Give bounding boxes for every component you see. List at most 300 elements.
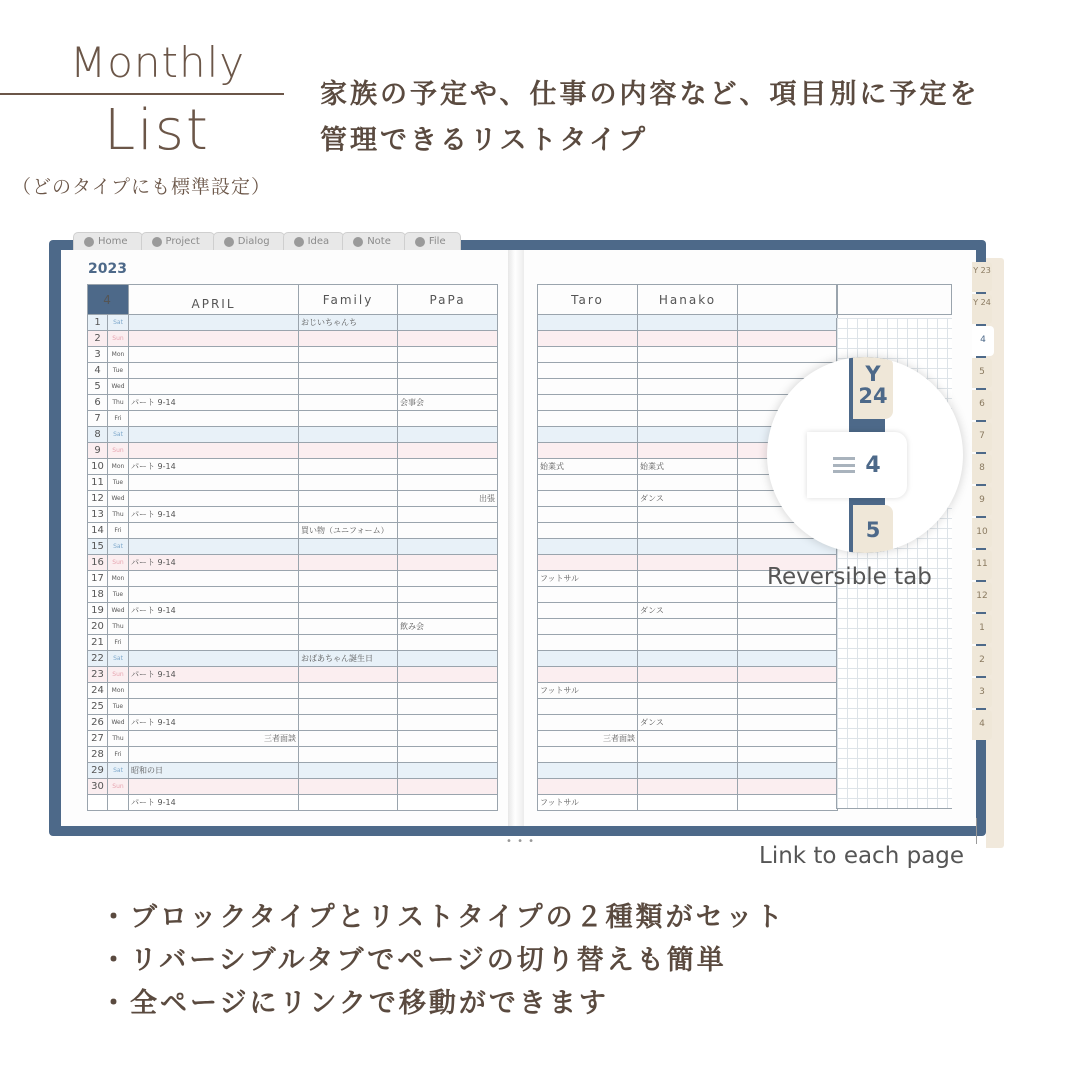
cell-main: パート 9-14 (129, 555, 299, 571)
day-weekday: Sun (108, 779, 129, 795)
tab-label: Dialog (237, 236, 270, 247)
cell-taro (538, 427, 638, 443)
cell-hanako (638, 667, 738, 683)
day-number: 9 (88, 443, 108, 459)
day-weekday: Sun (108, 331, 129, 347)
table-row (538, 747, 838, 763)
cell-family (299, 603, 398, 619)
cell-papa (398, 427, 498, 443)
cell-taro (538, 347, 638, 363)
table-row (88, 459, 498, 475)
cell-papa (398, 379, 498, 395)
description-line: 家族の予定や、仕事の内容など、項目別に予定を (320, 79, 980, 110)
day-number: 6 (88, 395, 108, 411)
cell-extra (738, 603, 838, 619)
cell-family (299, 411, 398, 427)
cell-papa: 出張 (398, 491, 498, 507)
cell-family (299, 443, 398, 459)
cell-hanako (638, 587, 738, 603)
month-number[interactable]: 4 (88, 285, 129, 315)
cell-taro: 三者面談 (538, 731, 638, 747)
tab-label: Idea (307, 236, 330, 247)
feature-item: ・ 全ページにリンクで移動ができます (100, 982, 786, 1025)
cell-taro (538, 379, 638, 395)
cell-hanako (638, 539, 738, 555)
cell-family (299, 331, 398, 347)
day-weekday: Mon (108, 683, 129, 699)
cell-extra (738, 331, 838, 347)
side-tab[interactable]: 7 (972, 422, 992, 452)
cell-family (299, 763, 398, 779)
cell-family (299, 395, 398, 411)
cell-main: パート 9-14 (129, 459, 299, 475)
right-schedule-table (537, 284, 838, 811)
cell-taro (538, 523, 638, 539)
cell-family (299, 779, 398, 795)
cell-taro (538, 507, 638, 523)
cell-hanako (638, 427, 738, 443)
description (320, 72, 979, 164)
page-dots: • • • (506, 836, 536, 847)
cell-extra (738, 635, 838, 651)
cell-hanako (638, 731, 738, 747)
cell-main (129, 491, 299, 507)
table-row (538, 315, 838, 331)
side-tab[interactable]: 9 (972, 486, 992, 516)
day-number: 12 (88, 491, 108, 507)
column-header-papa: PaPa (398, 285, 498, 315)
cell-family (299, 491, 398, 507)
dialog-icon (224, 237, 234, 247)
side-tab[interactable]: Y 23 (972, 262, 992, 292)
cell-main (129, 779, 299, 795)
menu-icon (833, 457, 855, 473)
table-row (538, 331, 838, 347)
day-number: 13 (88, 507, 108, 523)
side-tab-list (972, 262, 1002, 742)
day-weekday: Wed (108, 379, 129, 395)
cell-taro (538, 603, 638, 619)
table-row (88, 699, 498, 715)
day-weekday: Thu (108, 731, 129, 747)
side-tab[interactable]: 5 (972, 358, 992, 388)
callout-tab-active-label: 4 (865, 452, 881, 478)
feature-item: ・ リバーシブルタブでページの切り替えも簡単 (100, 939, 786, 982)
cell-main (129, 523, 299, 539)
cell-main: 昭和の日 (129, 763, 299, 779)
cell-hanako: ダンス (638, 491, 738, 507)
cell-hanako (638, 779, 738, 795)
table-row (538, 683, 838, 699)
cell-papa (398, 363, 498, 379)
table-row (88, 571, 498, 587)
side-tab[interactable]: 3 (972, 678, 992, 708)
cell-taro (538, 715, 638, 731)
cell-family (299, 731, 398, 747)
cell-extra (738, 651, 838, 667)
idea-icon (294, 237, 304, 247)
cell-papa (398, 667, 498, 683)
cell-hanako (638, 635, 738, 651)
day-number: 17 (88, 571, 108, 587)
day-number: 4 (88, 363, 108, 379)
day-number: 8 (88, 427, 108, 443)
cell-papa: 会事会 (398, 395, 498, 411)
cell-family (299, 475, 398, 491)
table-row (538, 763, 838, 779)
tab-label: Project (165, 236, 200, 247)
cell-hanako (638, 443, 738, 459)
day-weekday: Sat (108, 427, 129, 443)
cell-main (129, 683, 299, 699)
cell-extra (738, 347, 838, 363)
cell-main (129, 331, 299, 347)
day-number: 20 (88, 619, 108, 635)
side-tab[interactable]: 8 (972, 454, 992, 484)
cell-extra (738, 715, 838, 731)
cell-main: パート 9-14 (129, 603, 299, 619)
cell-hanako (638, 651, 738, 667)
cell-taro (538, 363, 638, 379)
cell-taro (538, 411, 638, 427)
table-row (88, 331, 498, 347)
cell-hanako (638, 795, 738, 811)
callout-tab-active (807, 432, 907, 498)
cell-hanako (638, 571, 738, 587)
callout-tab-year (853, 357, 893, 419)
table-row (538, 539, 838, 555)
cell-taro (538, 331, 638, 347)
cell-main (129, 699, 299, 715)
table-row (88, 763, 498, 779)
day-weekday: Sat (108, 651, 129, 667)
cell-hanako (638, 363, 738, 379)
cell-family (299, 363, 398, 379)
feature-item: ・ ブロックタイプとリストタイプの２種類がセット (100, 896, 786, 939)
side-tab[interactable]: 6 (972, 390, 992, 420)
table-row (88, 395, 498, 411)
reversible-tab-callout (767, 357, 963, 553)
table-row (538, 651, 838, 667)
day-weekday: Tue (108, 363, 129, 379)
day-weekday: Sun (108, 555, 129, 571)
home-icon (84, 237, 94, 247)
cell-extra (738, 747, 838, 763)
cell-family: おばあちゃん誕生日 (299, 651, 398, 667)
column-header-blank (837, 285, 952, 315)
cell-hanako (638, 555, 738, 571)
tab-note[interactable] (342, 232, 406, 250)
table-row (88, 475, 498, 491)
feature-list (100, 896, 786, 1025)
table-row (88, 491, 498, 507)
cell-papa (398, 523, 498, 539)
table-row (88, 379, 498, 395)
cell-taro: 始業式 (538, 459, 638, 475)
cell-main (129, 587, 299, 603)
cell-family (299, 747, 398, 763)
title-list: List (104, 98, 210, 163)
day-number: 23 (88, 667, 108, 683)
cell-family (299, 555, 398, 571)
table-row (88, 715, 498, 731)
table-row (538, 795, 838, 811)
tab-label: Home (98, 236, 128, 247)
table-row (88, 539, 498, 555)
day-weekday: Wed (108, 603, 129, 619)
column-header-taro: Taro (538, 285, 638, 315)
table-row (538, 731, 838, 747)
day-weekday: Sat (108, 315, 129, 331)
cell-main (129, 363, 299, 379)
table-row (88, 747, 498, 763)
cell-hanako (638, 683, 738, 699)
cell-taro (538, 619, 638, 635)
day-number: 16 (88, 555, 108, 571)
link-pointer-line (976, 818, 977, 844)
day-number: 21 (88, 635, 108, 651)
cell-taro (538, 555, 638, 571)
tab-idea[interactable] (283, 232, 345, 250)
cell-hanako (638, 747, 738, 763)
cell-taro (538, 763, 638, 779)
day-number: 1 (88, 315, 108, 331)
table-row (538, 619, 838, 635)
cell-family (299, 379, 398, 395)
tab-file[interactable] (404, 232, 461, 250)
cell-taro (538, 491, 638, 507)
day-weekday: Mon (108, 571, 129, 587)
table-row (538, 523, 838, 539)
table-row (88, 667, 498, 683)
day-number: 30 (88, 779, 108, 795)
day-number: 24 (88, 683, 108, 699)
cell-papa (398, 763, 498, 779)
cell-main (129, 539, 299, 555)
cell-hanako (638, 763, 738, 779)
cell-taro (538, 779, 638, 795)
left-schedule-table (87, 284, 498, 811)
day-weekday: Fri (108, 747, 129, 763)
cell-main: パート 9-14 (129, 795, 299, 811)
cell-hanako (638, 411, 738, 427)
table-row (88, 731, 498, 747)
cell-papa (398, 699, 498, 715)
day-number: 3 (88, 347, 108, 363)
side-tab[interactable]: Y 24 (972, 294, 992, 324)
day-weekday: Fri (108, 411, 129, 427)
cell-taro (538, 747, 638, 763)
side-tab[interactable]: 12 (972, 582, 992, 612)
cell-extra (738, 699, 838, 715)
day-weekday: Thu (108, 619, 129, 635)
table-row (88, 651, 498, 667)
cell-taro (538, 635, 638, 651)
cell-family (299, 587, 398, 603)
cell-extra (738, 619, 838, 635)
table-row (88, 683, 498, 699)
column-header-hanako: Hanako (638, 285, 738, 315)
day-number: 15 (88, 539, 108, 555)
cell-main: パート 9-14 (129, 667, 299, 683)
reversible-tab-label: Reversible tab (767, 564, 932, 590)
tab-home[interactable] (73, 232, 143, 250)
tab-project[interactable] (141, 232, 215, 250)
day-number: 7 (88, 411, 108, 427)
table-row (88, 635, 498, 651)
day-number: 27 (88, 731, 108, 747)
day-weekday: Fri (108, 523, 129, 539)
cell-main (129, 315, 299, 331)
cell-hanako (638, 331, 738, 347)
cell-main: パート 9-14 (129, 395, 299, 411)
cell-papa (398, 795, 498, 811)
callout-tab-year-letter: Y (865, 362, 881, 386)
cell-family (299, 571, 398, 587)
month-name: APRIL (129, 285, 299, 315)
cell-taro (538, 315, 638, 331)
table-row (88, 443, 498, 459)
cell-papa (398, 459, 498, 475)
table-row (538, 347, 838, 363)
cell-papa (398, 571, 498, 587)
cell-hanako (638, 475, 738, 491)
cell-taro (538, 699, 638, 715)
side-tab[interactable]: 10 (972, 518, 992, 548)
cell-extra (738, 315, 838, 331)
day-number: 28 (88, 747, 108, 763)
cell-family (299, 539, 398, 555)
project-icon (152, 237, 162, 247)
cell-hanako (638, 523, 738, 539)
day-number: 2 (88, 331, 108, 347)
cell-extra (738, 731, 838, 747)
day-number: 22 (88, 651, 108, 667)
note-icon (353, 237, 363, 247)
side-tab[interactable]: 4 (972, 710, 992, 740)
day-weekday: Tue (108, 699, 129, 715)
day-number: 29 (88, 763, 108, 779)
cell-extra (738, 667, 838, 683)
table-row (88, 619, 498, 635)
cell-taro (538, 667, 638, 683)
side-tab[interactable]: 1 (972, 614, 992, 644)
cell-family (299, 347, 398, 363)
cell-papa (398, 315, 498, 331)
table-row (88, 427, 498, 443)
title-monthly: Monthly (70, 38, 246, 87)
cell-main: パート 9-14 (129, 715, 299, 731)
callout-tab-year-number: 24 (858, 384, 888, 408)
cell-papa (398, 603, 498, 619)
day-weekday: Fri (108, 635, 129, 651)
callout-tab-next: 5 (853, 505, 893, 553)
day-number: 19 (88, 603, 108, 619)
table-row (88, 523, 498, 539)
cell-family (299, 427, 398, 443)
cell-hanako: ダンス (638, 603, 738, 619)
table-row (538, 363, 838, 379)
day-weekday: Tue (108, 475, 129, 491)
cell-taro: フットサル (538, 571, 638, 587)
cell-main (129, 571, 299, 587)
day-weekday: Sun (108, 667, 129, 683)
day-weekday (108, 795, 129, 811)
table-row (538, 603, 838, 619)
day-weekday: Tue (108, 587, 129, 603)
cell-taro (538, 651, 638, 667)
top-tab-bar (73, 232, 459, 250)
table-row (88, 779, 498, 795)
cell-papa (398, 507, 498, 523)
cell-main (129, 411, 299, 427)
title-divider (0, 93, 284, 95)
day-number: 5 (88, 379, 108, 395)
cell-papa (398, 347, 498, 363)
cell-papa (398, 443, 498, 459)
table-row (88, 411, 498, 427)
cell-main (129, 619, 299, 635)
year-label: 2023 (88, 261, 127, 277)
cell-family (299, 635, 398, 651)
cell-papa (398, 683, 498, 699)
cell-papa (398, 731, 498, 747)
cell-hanako: 始業式 (638, 459, 738, 475)
cell-papa (398, 555, 498, 571)
side-tab[interactable]: 11 (972, 550, 992, 580)
cell-family (299, 459, 398, 475)
cell-papa (398, 475, 498, 491)
day-number (88, 795, 108, 811)
cell-papa (398, 331, 498, 347)
cell-taro (538, 443, 638, 459)
cell-family (299, 619, 398, 635)
title-subtitle: （どのタイプにも標準設定） (12, 176, 272, 198)
table-row (88, 587, 498, 603)
cell-main (129, 635, 299, 651)
cell-family (299, 683, 398, 699)
cell-hanako: ダンス (638, 715, 738, 731)
cell-hanako (638, 379, 738, 395)
cell-family (299, 715, 398, 731)
side-tab[interactable]: 4 (972, 326, 994, 356)
table-row (538, 667, 838, 683)
side-tab[interactable]: 2 (972, 646, 992, 676)
cell-taro (538, 475, 638, 491)
day-weekday: Mon (108, 459, 129, 475)
cell-taro (538, 539, 638, 555)
day-weekday: Thu (108, 395, 129, 411)
cell-papa (398, 539, 498, 555)
day-number: 18 (88, 587, 108, 603)
day-number: 26 (88, 715, 108, 731)
cell-main (129, 347, 299, 363)
tab-label: Note (367, 236, 391, 247)
cell-papa (398, 779, 498, 795)
cell-hanako (638, 507, 738, 523)
table-row (88, 507, 498, 523)
right-header-extra (836, 284, 952, 315)
tab-dialog[interactable] (213, 232, 285, 250)
day-weekday: Wed (108, 715, 129, 731)
column-header-blank (738, 285, 838, 315)
day-weekday: Wed (108, 491, 129, 507)
cell-family (299, 507, 398, 523)
cell-papa (398, 651, 498, 667)
table-row (538, 635, 838, 651)
cell-family: おじいちゃんち (299, 315, 398, 331)
table-row (538, 715, 838, 731)
